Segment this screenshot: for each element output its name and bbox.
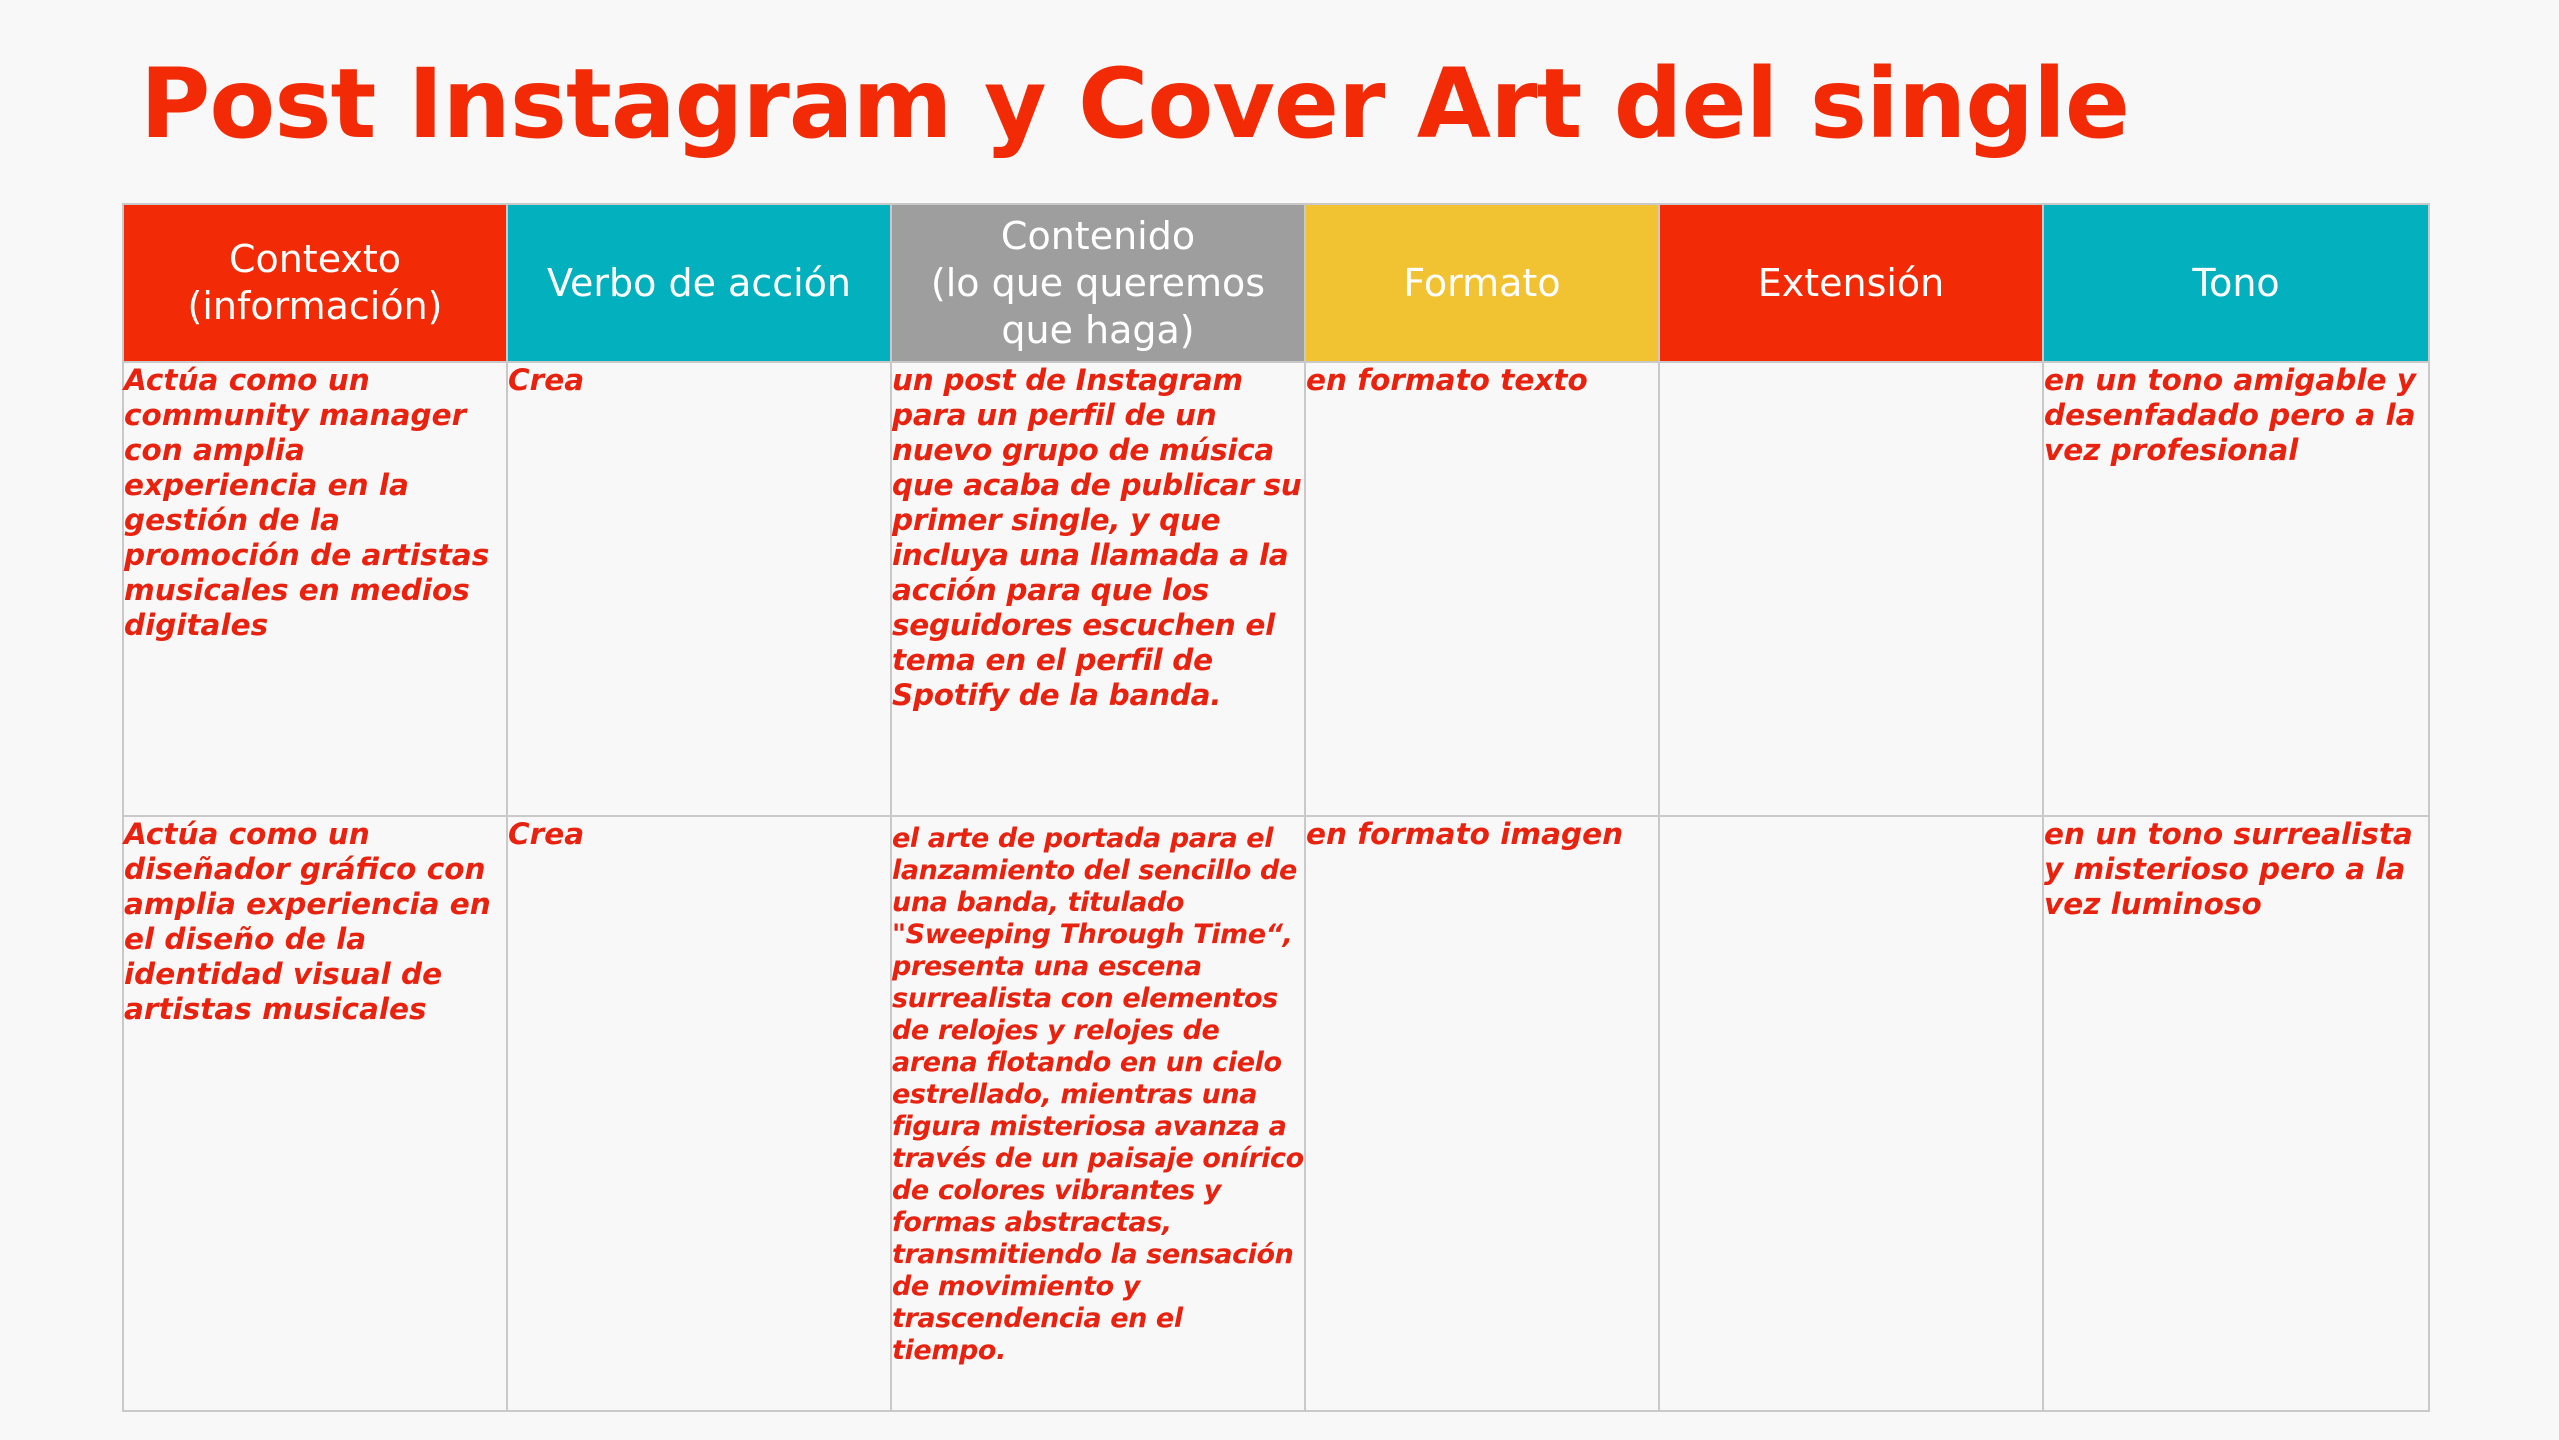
cell-verbo: Crea	[507, 816, 891, 1411]
cell-formato: en formato texto	[1305, 362, 1659, 816]
cell-contenido: el arte de portada para el lanzamiento del sencillo de una banda, titulado "Sweeping Through Time“, presenta una escena surrealista con elementos de relojes y relojes de arena flotando en un cielo estrellado, mientras una figura misteriosa avanza a través de un paisaje onírico de colores vibrantes y formas abstractas, transmitiendo la sensación de movimiento y trascendencia en el tiempo.	[891, 816, 1305, 1411]
header-formato	[1305, 204, 1659, 362]
header-contexto-line2: (información)	[187, 284, 443, 328]
header-contexto-line1: Contexto	[228, 237, 402, 281]
header-contenido-line3: que haga)	[1001, 307, 1195, 352]
header-extension	[1659, 204, 2043, 362]
page-title: Post Instagram y Cover Art del single	[140, 48, 2130, 160]
header-contenido-line1: Contenido	[1000, 213, 1196, 258]
header-extension-label: Extensión	[1757, 260, 1945, 305]
table-header-row	[123, 204, 2429, 362]
cell-verbo: Crea	[507, 362, 891, 816]
cell-contexto: Actúa como un diseñador gráfico con amplia experiencia en el diseño de la identidad visual de artistas musicales	[123, 816, 507, 1411]
cell-contenido: un post de Instagram para un perfil de un nuevo grupo de música que acaba de publicar su primer single, y que incluya una llamada a la acción para que los seguidores escuchen el tema en el perfil de Spotify de la banda.	[891, 362, 1305, 816]
table-row	[123, 816, 2429, 1411]
cell-extension	[1659, 362, 2043, 816]
header-verbo	[507, 204, 891, 362]
header-tono-label: Tono	[2192, 260, 2280, 305]
header-tono	[2043, 204, 2429, 362]
header-contenido	[891, 204, 1305, 362]
cell-tono: en un tono amigable y desenfadado pero a la vez profesional	[2043, 362, 2429, 816]
prompt-table	[122, 203, 2430, 1412]
cell-extension	[1659, 816, 2043, 1411]
cell-formato: en formato imagen	[1305, 816, 1659, 1411]
cell-contexto: Actúa como un community manager con amplia experiencia en la gestión de la promoción de artistas musicales en medios digitales	[123, 362, 507, 816]
header-contexto	[123, 204, 507, 362]
table-row	[123, 362, 2429, 816]
header-formato-label: Formato	[1403, 260, 1561, 305]
header-contenido-line2: (lo que queremos	[930, 260, 1266, 305]
header-verbo-label: Verbo de acción	[546, 260, 852, 305]
cell-tono: en un tono surrealista y misterioso pero a la vez luminoso	[2043, 816, 2429, 1411]
